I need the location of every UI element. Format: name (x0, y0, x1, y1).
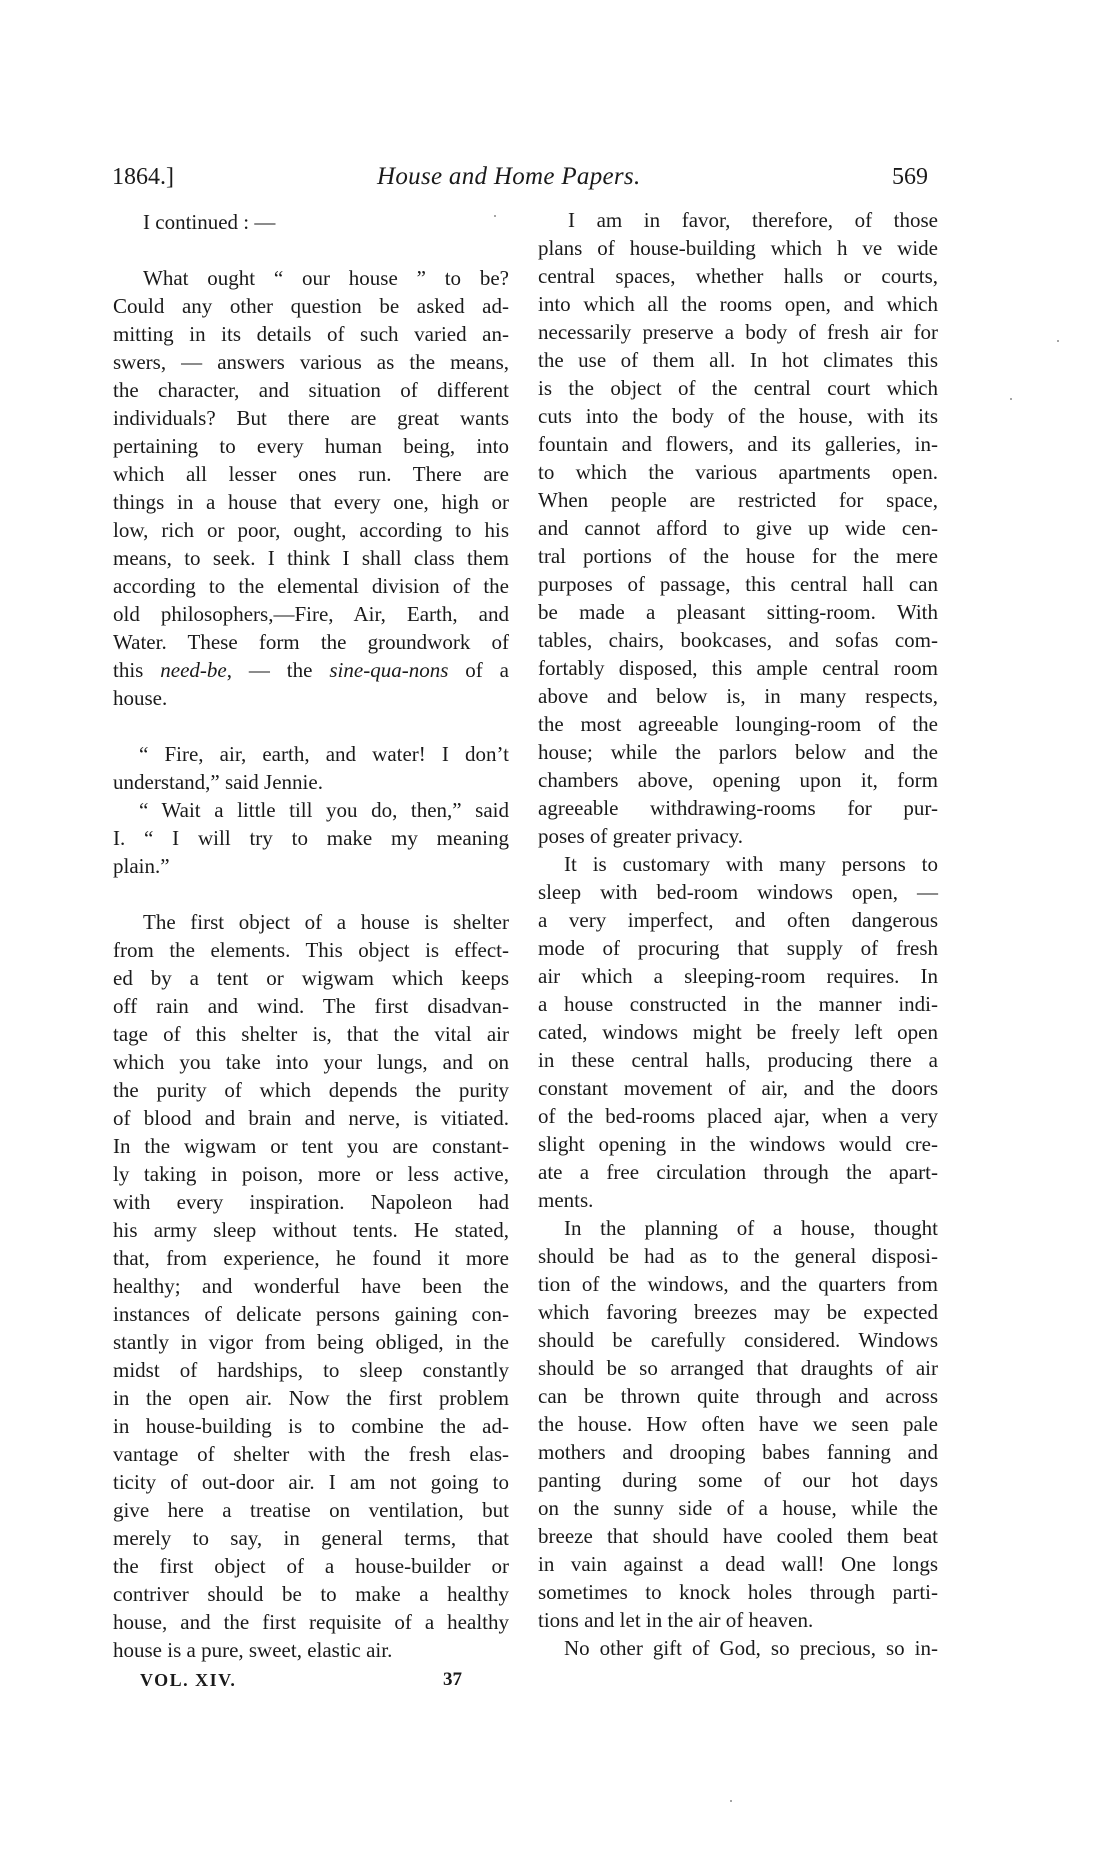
text-line: purposes of passage, this central hall can (538, 572, 938, 596)
text-line: fortably disposed, this ample central room (538, 656, 938, 680)
text-line: is the object of the central court which (538, 376, 938, 400)
text-line: healthy; and wonderful have been the (113, 1274, 509, 1298)
text-line: old philosophers,—Fire, Air, Earth, and (113, 602, 509, 626)
text-line: house. (113, 686, 168, 710)
scan-speck (1010, 398, 1012, 400)
text-line: Water. These form the groundwork of (113, 630, 509, 654)
running-header-title: House and Home Papers. (377, 163, 641, 190)
text-line: I. “ I will try to make my meaning (113, 826, 509, 850)
text-line: tral portions of the house for the mere (538, 544, 938, 568)
text-line: slight opening in the windows would cre- (538, 1132, 938, 1156)
text-line: means, to seek. I think I shall class them (113, 546, 509, 570)
italic-phrase: sine-qua-nons (329, 658, 449, 682)
text-line: ments. (538, 1188, 594, 1212)
text-line: in vain against a dead wall! One longs (538, 1552, 938, 1576)
text-line: It is customary with many persons to (564, 852, 938, 876)
text-line: midst of hardships, to sleep constantly (113, 1358, 509, 1382)
scan-speck (1057, 340, 1059, 342)
text-line: tions and let in the air of heaven. (538, 1608, 814, 1632)
text-line: ticity of out-door air. I am not going to (113, 1470, 509, 1494)
text-line: above and below is, in many respects, (538, 684, 938, 708)
text-line: In the wigwam or tent you are constant- (113, 1134, 509, 1158)
text-line: which you take into your lungs, and on (113, 1050, 509, 1074)
text-line: mothers and drooping babes fanning and (538, 1440, 938, 1464)
text-line: I continued : — (143, 210, 276, 234)
text-line: this need-be, — the sine-qua-nons of a (113, 658, 510, 682)
text-line: a very imperfect, and often dangerous (538, 908, 938, 932)
text-line: “ Fire, air, earth, and water! I don’t (139, 742, 509, 766)
text-line: with every inspiration. Napoleon had (113, 1190, 509, 1214)
text-line: the most agreeable lounging-room of the (538, 712, 938, 736)
text-line: in the open air. Now the first problem (113, 1386, 509, 1410)
text-line: mitting in its details of such varied an- (113, 322, 509, 346)
text-line: house; while the parlors below and the (538, 740, 938, 764)
text-line: give here a treatise on ventilation, but (113, 1498, 509, 1522)
text-line: pertaining to every human being, into (113, 434, 509, 458)
text-line: ed by a tent or wigwam which keeps (113, 966, 509, 990)
text-line: be made a pleasant sitting-room. With (538, 600, 938, 624)
text-line: plans of house-building which h ve wide (538, 236, 938, 260)
text-line: When people are restricted for space, (538, 488, 938, 512)
text-line: “ Wait a little till you do, then,” said (139, 798, 509, 822)
text-line: on the sunny side of a house, while the (538, 1496, 938, 1520)
text-line: which all lesser ones run. There are (113, 462, 509, 486)
text-line: in house-building is to combine the ad- (113, 1414, 509, 1438)
text-line: off rain and wind. The first disadvan- (113, 994, 509, 1018)
text-line: tage of this shelter is, that the vital air (113, 1022, 509, 1046)
text-line: from the elements. This object is effect- (113, 938, 509, 962)
text-line: contriver should be to make a healthy (113, 1582, 509, 1606)
text-line: breeze that should have cooled them beat (538, 1524, 938, 1548)
text-line: In the planning of a house, thought (564, 1216, 938, 1240)
text-line: I am in favor, therefore, of those (568, 208, 938, 232)
text-line: tion of the windows, and the quarters from (538, 1272, 938, 1296)
scan-speck (730, 1800, 732, 1802)
text-line: instances of delicate persons gaining con- (113, 1302, 509, 1326)
text-line: can be thrown quite through and across (538, 1384, 938, 1408)
text-line: should be had as to the general disposi- (538, 1244, 938, 1268)
text-line: ate a free circulation through the apart- (538, 1160, 938, 1184)
text-line: cated, windows might be freely left open (538, 1020, 938, 1044)
text-line: swers, — answers various as the means, (113, 350, 509, 374)
text-line: of blood and brain and nerve, is vitiated. (113, 1106, 509, 1130)
text-line: the character, and situation of different (113, 378, 509, 402)
text-line: into which all the rooms open, and which (538, 292, 938, 316)
footer-volume: VOL. XIV. (140, 1670, 237, 1690)
text-line: to which the various apartments open. (538, 460, 938, 484)
text-line: should be carefully considered. Windows (538, 1328, 938, 1352)
text-line: tables, chairs, bookcases, and sofas com- (538, 628, 938, 652)
italic-phrase: need-be (160, 658, 227, 682)
text-line: merely to say, in general terms, that (113, 1526, 509, 1550)
text-line: What ought “ our house ” to be? (143, 266, 509, 290)
text-line: plain.” (113, 854, 170, 878)
text-line: things in a house that every one, high or (113, 490, 509, 514)
text-line: which favoring breezes may be expected (538, 1300, 938, 1324)
text-line: The first object of a house is shelter (143, 910, 509, 934)
text-line: stantly in vigor from being obliged, in the (113, 1330, 509, 1354)
text-line: air which a sleeping-room requires. In (538, 964, 938, 988)
text-line: Could any other question be asked ad- (113, 294, 509, 318)
footer-signature-mark: 37 (443, 1669, 462, 1690)
text-line: central spaces, whether halls or courts, (538, 264, 938, 288)
text-line: of the bed-rooms placed ajar, when a very (538, 1104, 938, 1128)
text-line: fountain and flowers, and its galleries, in- (538, 432, 938, 456)
text-line: that, from experience, he found it more (113, 1246, 509, 1270)
text-line: the first object of a house-builder or (113, 1554, 509, 1578)
text-line: constant movement of air, and the doors (538, 1076, 938, 1100)
text-line: No other gift of God, so precious, so in- (564, 1636, 938, 1660)
text-line: sometimes to knock holes through parti- (538, 1580, 938, 1604)
text-line: should be so arranged that draughts of air (538, 1356, 938, 1380)
text-line: vantage of shelter with the fresh elas- (113, 1442, 509, 1466)
text-line: low, rich or poor, ought, according to his (113, 518, 509, 542)
text-line: and cannot afford to give up wide cen- (538, 516, 938, 540)
text-line: individuals? But there are great wants (113, 406, 509, 430)
text-line: cuts into the body of the house, with its (538, 404, 938, 428)
text-line: agreeable withdrawing-rooms for pur- (538, 796, 938, 820)
text-line: house is a pure, sweet, elastic air. (113, 1638, 393, 1662)
page-number: 569 (892, 164, 928, 190)
text-line: a house constructed in the manner indi- (538, 992, 938, 1016)
text-line: chambers above, opening upon it, form (538, 768, 938, 792)
text-line: panting during some of our hot days (538, 1468, 938, 1492)
text-line: understand,” said Jennie. (113, 770, 323, 794)
text-line: in these central halls, producing there a (538, 1048, 938, 1072)
text-line: his army sleep without tents. He stated, (113, 1218, 509, 1242)
text-line: ly taking in poison, more or less active, (113, 1162, 509, 1186)
text-line: the purity of which depends the purity (113, 1078, 509, 1102)
text-line: according to the elemental division of the (113, 574, 509, 598)
text-line: sleep with bed-room windows open, — (538, 880, 938, 904)
text-line: necessarily preserve a body of fresh air for (538, 320, 938, 344)
text-line: the house. How often have we seen pale (538, 1412, 938, 1436)
text-line: poses of greater privacy. (538, 824, 744, 848)
running-header-year: 1864.] (112, 164, 174, 190)
text-line: the use of them all. In hot climates this (538, 348, 938, 372)
text-line: house, and the first requisite of a healthy (113, 1610, 509, 1634)
scan-speck (494, 215, 496, 217)
text-line: mode of procuring that supply of fresh (538, 936, 938, 960)
